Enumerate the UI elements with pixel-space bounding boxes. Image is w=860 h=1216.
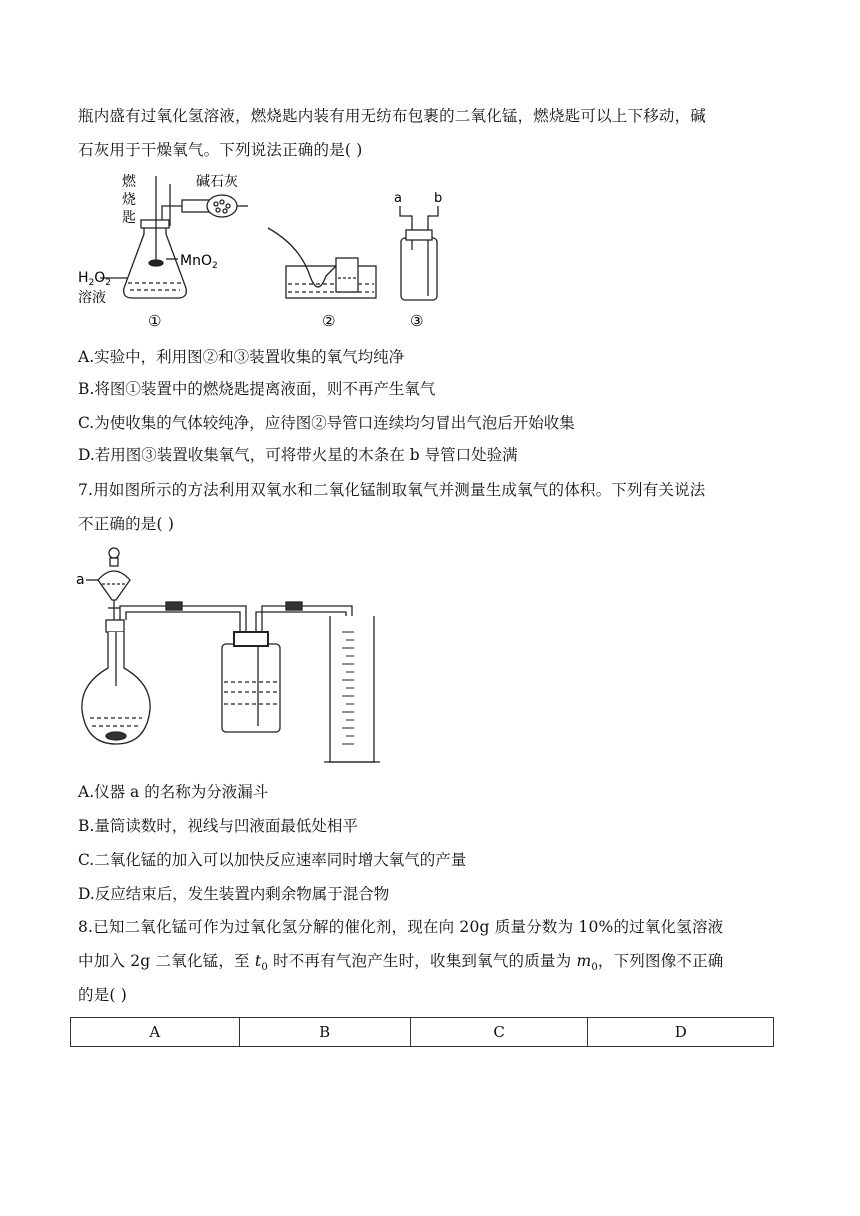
q8-table-header-b[interactable]: B xyxy=(239,1018,410,1047)
q7-stem-line-1: 7.用如图所示的方法利用双氧水和二氧化锰制取氧气并测量生成氧气的体积。下列有关说法 xyxy=(78,481,706,499)
q8-var-t-sub: 0 xyxy=(261,962,268,974)
q6-label-solution: 溶液 xyxy=(78,290,106,306)
q8-table-header-c[interactable]: C xyxy=(410,1018,588,1047)
q7-apparatus-figure xyxy=(72,540,392,770)
q8-var-t: t xyxy=(254,952,262,970)
q6-option-a[interactable]: A.实验中，利用图②和③装置收集的氧气均纯净 xyxy=(78,348,405,366)
q8-stem-line-2-part-a: 中加入 2g 二氧化锰，至 xyxy=(78,952,255,970)
q8-options-table xyxy=(70,1017,774,1047)
q6-label-mno2: MnO$_2$ xyxy=(180,253,218,271)
q6-option-d[interactable]: D.若用图③装置收集氧气，可将带火星的木条在 b 导管口处验满 xyxy=(78,446,518,464)
q6-apparatus-figure xyxy=(70,166,490,334)
q6-label-soda-lime: 碱石灰 xyxy=(196,174,238,190)
q6-label-spoon-2: 烧 xyxy=(122,192,136,208)
q8-stem-line-2-part-c: ，下列图像不正确 xyxy=(597,952,724,970)
q7-option-b[interactable]: B.量筒读数时，视线与凹液面最低处相平 xyxy=(78,817,358,835)
q8-table-header-d[interactable]: D xyxy=(588,1018,774,1047)
q8-var-m-sub: 0 xyxy=(591,962,598,974)
q6-label-fig3: ③ xyxy=(410,312,424,330)
q6-label-h2o2: $H_2O_2$ xyxy=(78,270,112,288)
q7-stem-line-2: 不正确的是( ) xyxy=(78,515,175,533)
q6-option-c[interactable]: C.为使收集的气体较纯净，应待图②导管口连续均匀冒出气泡后开始收集 xyxy=(78,414,575,432)
q6-label-port-a: a xyxy=(394,191,402,206)
q8-stem-line-2 xyxy=(78,949,724,973)
q6-stem-line-1: 瓶内盛有过氧化氢溶液，燃烧匙内装有用无纺布包裹的二氧化锰，燃烧匙可以上下移动，碱 xyxy=(78,107,707,125)
q8-stem-line-1: 8.已知二氧化锰可作为过氧化氢分解的催化剂，现在向 20g 质量分数为 10%的过氧化氢溶液 xyxy=(78,918,724,936)
q7-option-c[interactable]: C.二氧化锰的加入可以加快反应速率同时增大氧气的产量 xyxy=(78,851,467,869)
q6-label-fig1: ① xyxy=(148,312,162,330)
q6-stem-line-2: 石灰用于干燥氧气。下列说法正确的是( ) xyxy=(78,141,363,159)
q6-label-spoon-1: 燃 xyxy=(122,174,136,190)
q8-stem-line-2-part-b: 时不再有气泡产生时，收集到氧气的质量为 xyxy=(267,952,577,970)
q7-option-d[interactable]: D.反应结束后，发生装置内剩余物属于混合物 xyxy=(78,885,390,903)
q6-option-b[interactable]: B.将图①装置中的燃烧匙提离液面，则不再产生氧气 xyxy=(78,380,436,398)
q7-option-a[interactable]: A.仪器 a 的名称为分液漏斗 xyxy=(78,783,269,801)
q6-label-spoon-3: 匙 xyxy=(122,210,136,226)
q6-label-fig2: ② xyxy=(322,312,336,330)
q8-table-header-a[interactable]: A xyxy=(71,1018,240,1047)
q8-var-m: m xyxy=(576,952,592,970)
q6-label-port-b: b xyxy=(434,191,443,206)
q8-stem-line-3: 的是( ) xyxy=(78,986,128,1004)
q7-label-funnel-a: a xyxy=(76,572,85,588)
